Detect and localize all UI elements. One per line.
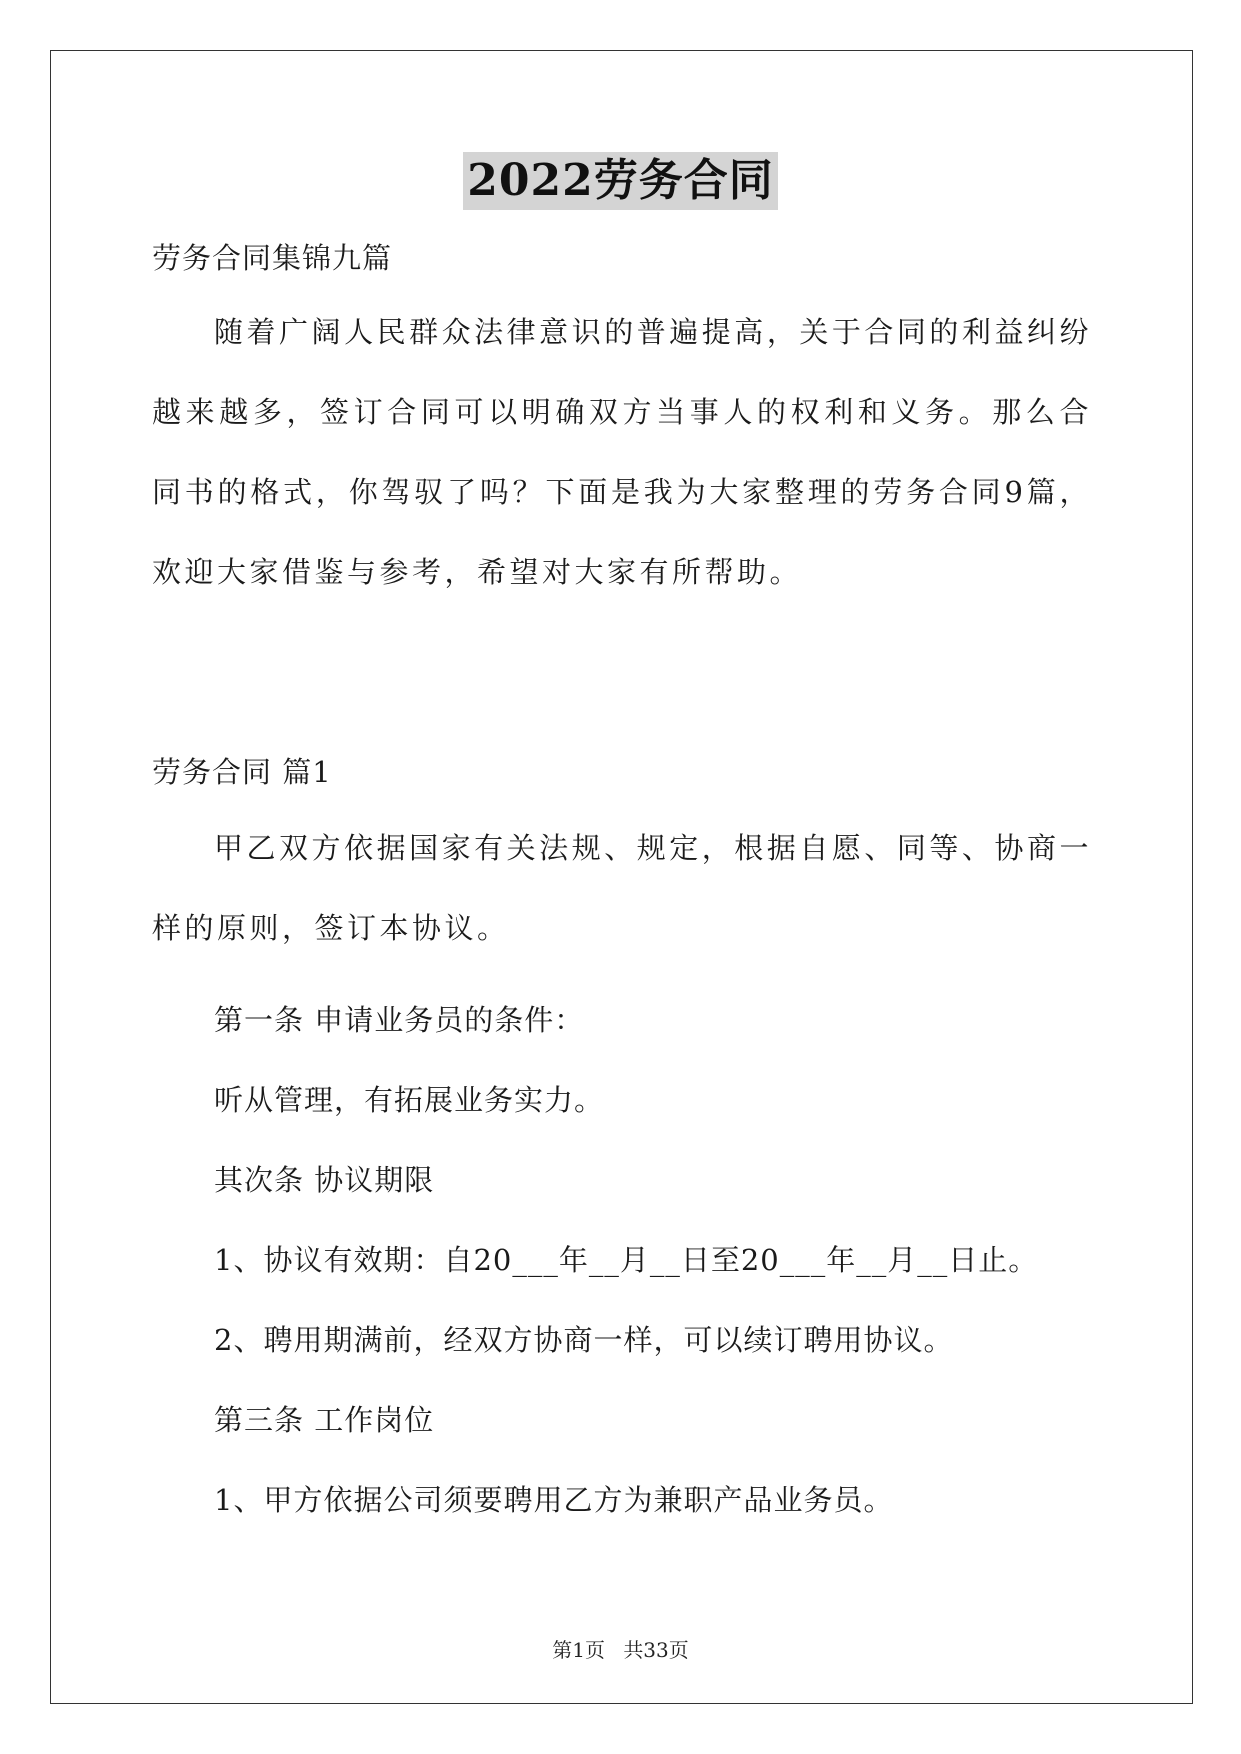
- article-2-item-2: 2、聘用期满前，经双方协商一样，可以续订聘用协议。: [214, 1323, 954, 1357]
- page-footer: [0, 1634, 1241, 1663]
- section-heading: 劳务合同 篇1: [152, 755, 332, 789]
- document-subtitle: 劳务合同集锦九篇: [152, 241, 393, 275]
- page-number: 第1页: [552, 1638, 605, 1662]
- article-1-item: 听从管理，有拓展业务实力。: [214, 1083, 605, 1117]
- document-title: 2022劳务合同: [463, 152, 777, 210]
- section-intro-paragraph: 甲乙双方依据国家有关法规、规定，根据自愿、同等、协商一样的原则，签订本协议。: [152, 831, 1092, 945]
- article-2-item-1: 1、协议有效期：自20___年__月__日至20___年__月__日止。: [214, 1243, 1039, 1277]
- intro-paragraph: 随着广阔人民群众法律意识的普遍提高，关于合同的利益纠纷越来越多，签订合同可以明确双方当事人的权利和义务。那么合同书的格式，你驾驭了吗？下面是我为大家整理的劳务合同9篇，欢迎大家借鉴与参考，希望对大家有所帮助。: [152, 315, 1092, 589]
- title-container: [0, 152, 1241, 210]
- article-2-title: 其次条 协议期限: [214, 1163, 435, 1197]
- page-total: 共33页: [623, 1638, 689, 1662]
- article-3-item-1: 1、甲方依据公司须要聘用乙方为兼职产品业务员。: [214, 1483, 894, 1517]
- article-1-title: 第一条 申请业务员的条件：: [214, 1003, 585, 1037]
- article-3-title: 第三条 工作岗位: [214, 1403, 435, 1437]
